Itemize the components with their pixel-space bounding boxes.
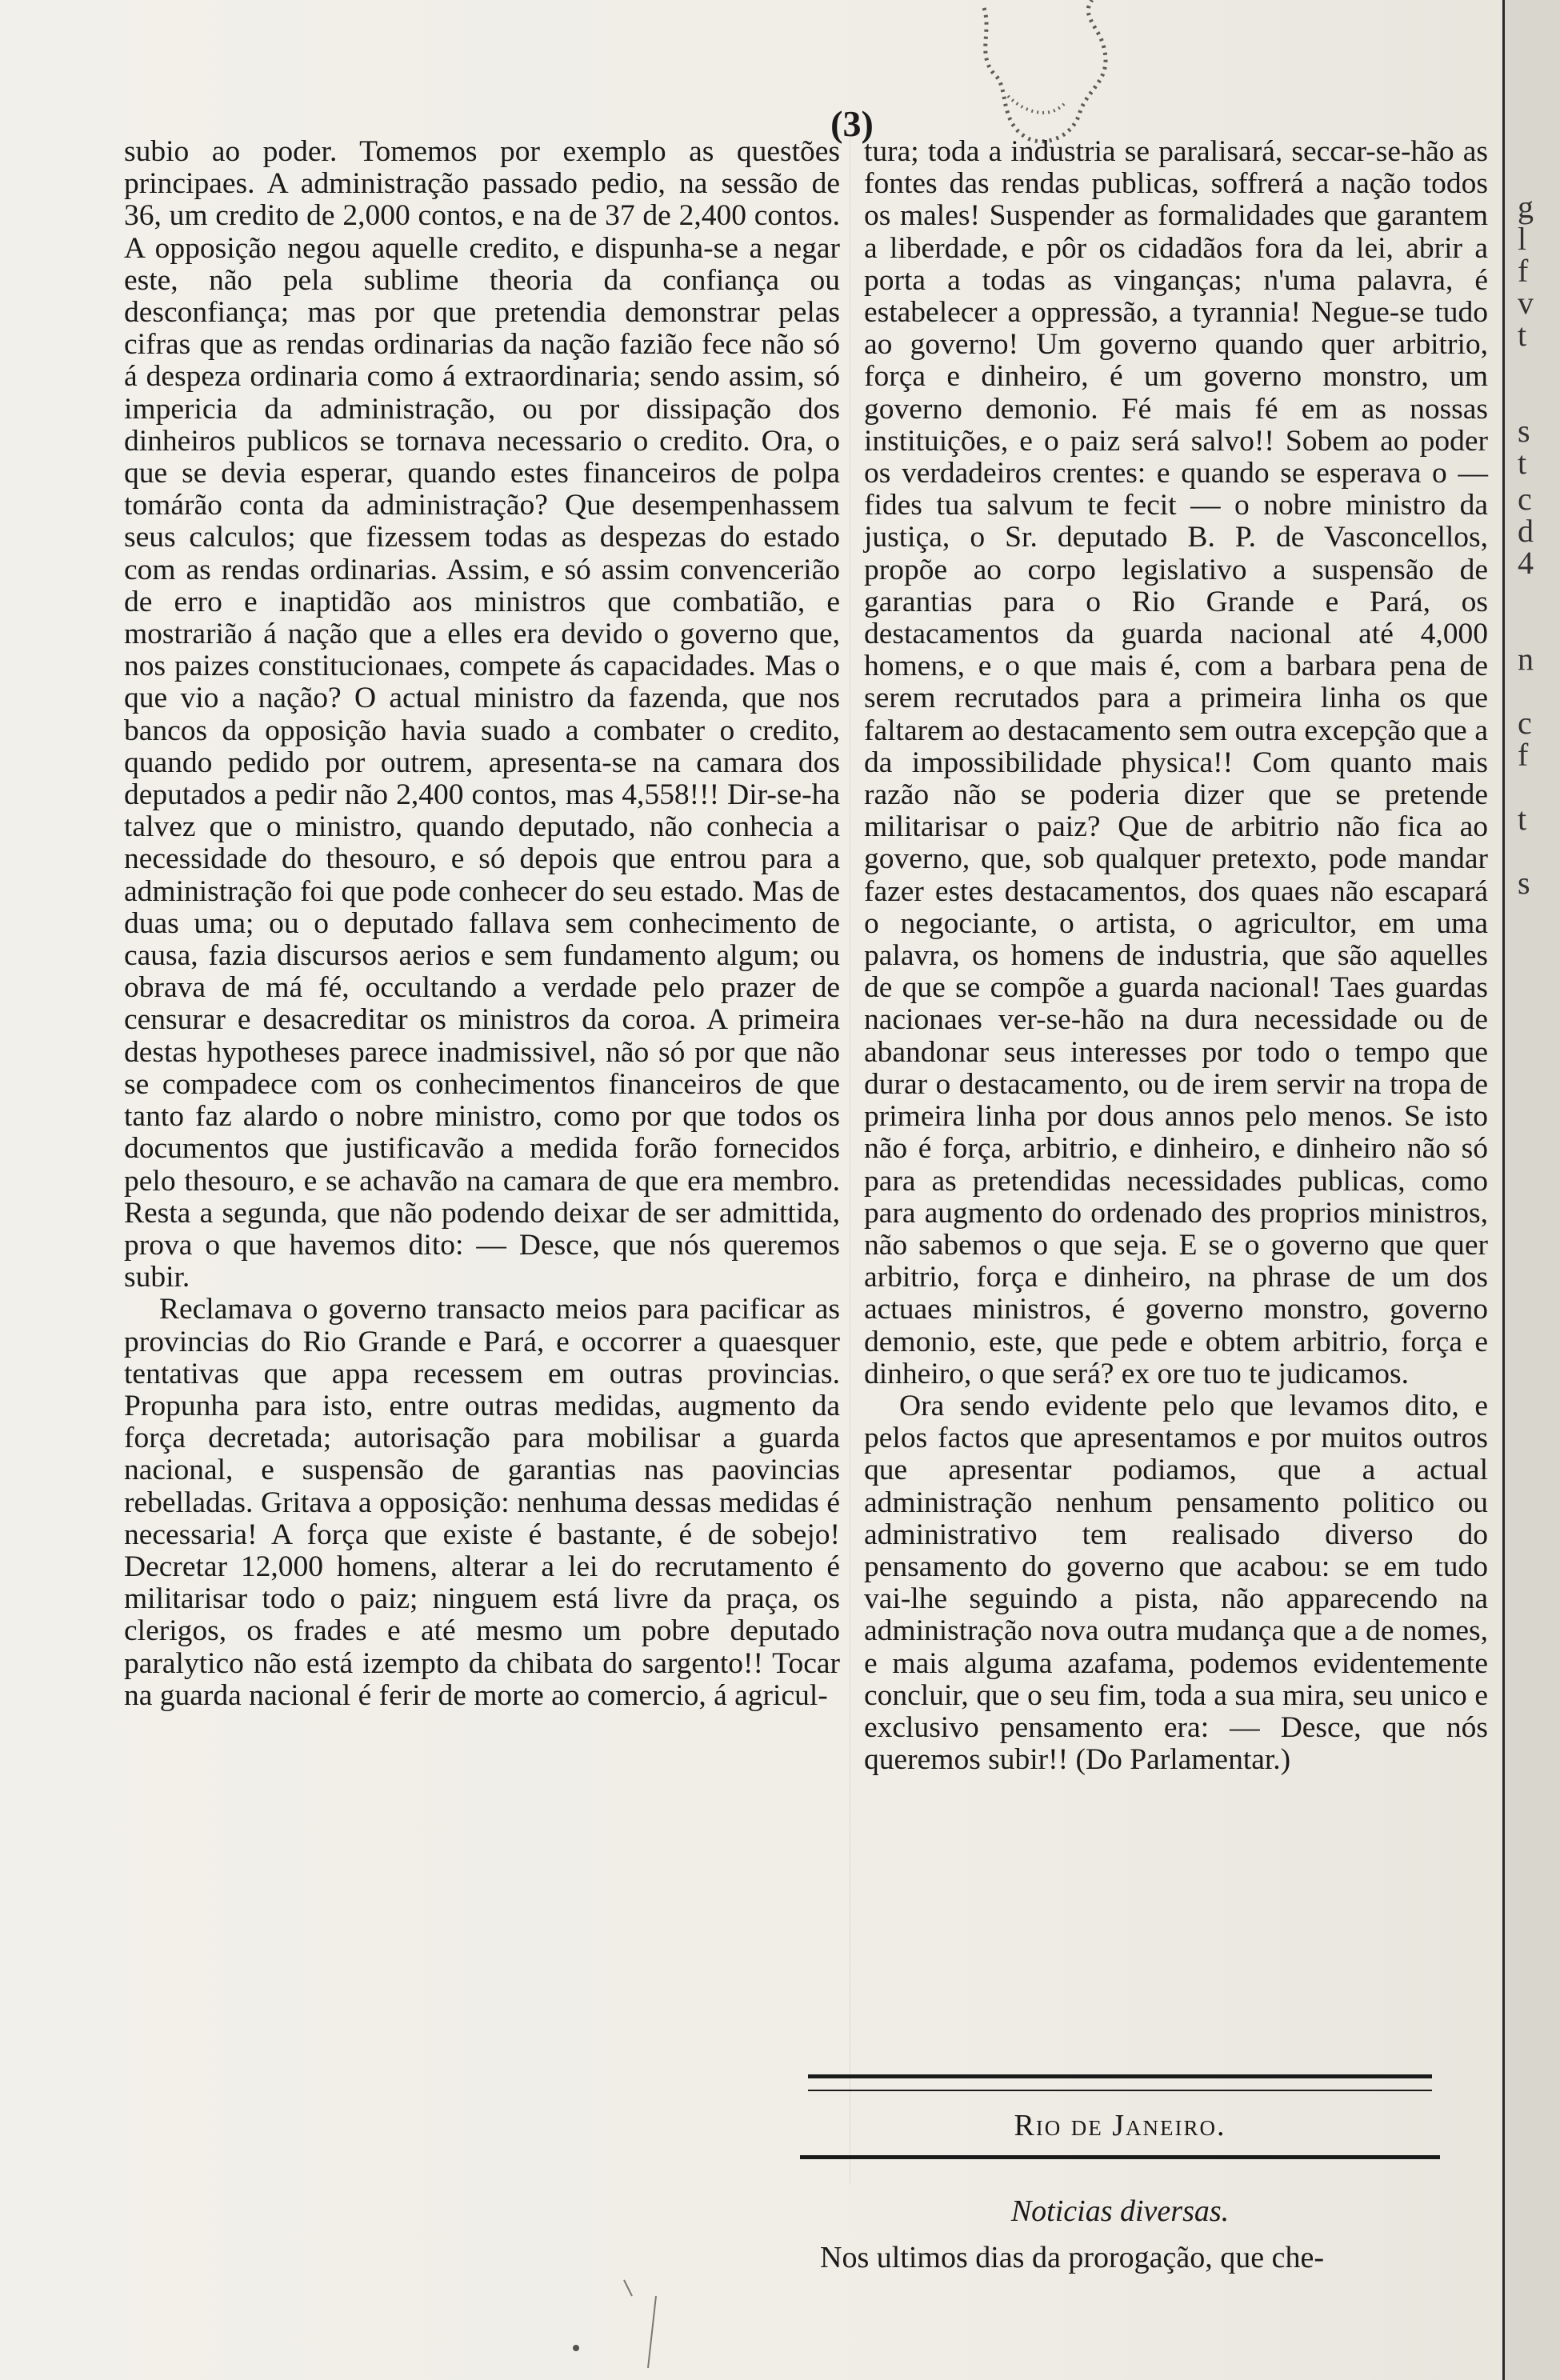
margin-fragment: n — [1518, 641, 1534, 677]
margin-fragment: t — [1518, 801, 1527, 837]
margin-fragment: f — [1518, 253, 1529, 289]
margin-fragment: v — [1518, 285, 1534, 321]
margin-fragment: d — [1518, 513, 1534, 549]
right-column — [864, 136, 1488, 1776]
margin-fragment: c — [1518, 705, 1532, 741]
ink-marks-bottom — [560, 2240, 720, 2376]
margin-fragment: c — [1518, 481, 1532, 517]
section-heading: Rio de Janeiro. — [1014, 2109, 1226, 2142]
single-rule-divider — [800, 2155, 1440, 2159]
continuation-line: Nos ultimos dias da prorogação, que che- — [820, 2241, 1324, 2274]
subheading: Noticias diversas. — [1010, 2194, 1230, 2228]
margin-fragment: f — [1518, 737, 1529, 773]
margin-fragment: t — [1518, 445, 1527, 481]
margin-fragment: g — [1518, 189, 1534, 225]
margin-fragment: l — [1518, 221, 1527, 257]
margin-fragment: t — [1518, 317, 1527, 353]
margin-fragment: s — [1518, 865, 1530, 901]
adjacent-page-edge — [1502, 0, 1560, 2380]
margin-fragment: s — [1518, 413, 1530, 449]
double-rule-divider — [808, 2074, 1432, 2091]
left-paragraph-2: Reclamava o governo transacto meios para pacificar as provincias do Rio Grande e Pará, e occorrer a quaesquer tentativas que appa recessem em outras provincias. Propunha para isto, entre outras medidas, augmento da força decretada; autorisação para mobilisar a guarda nacional, e suspensão de garantias nas paovincias rebelladas. Gritava a opposição: nenhuma dessas medidas é necessaria! A força que existe é bastante, é de sobejo! Decretar 12,000 homens, alterar a lei do recrutamento é militarisar todo o paiz; ninguem está livre da praça, os clerigos, os frades e até mesmo um pobre deputado paralytico não está izempto da chibata do sargento!! Tocar na guarda nacional é ferir de morte ao comercio, á agricul- — [124, 1293, 840, 1712]
left-paragraph-1: subio ao poder. Tomemos por exemplo as questões principaes. A administração passado pedio, na sessão de 36, um credito de 2,000 contos, e na de 37 de 2,400 contos. A opposição negou aquelle credito, e dispunha-se a negar este, não pela sublime theoria da confiança ou desconfiança; mas por que pretendia demonstrar pelas cifras que as rendas ordinarias da nação fazião fece não só á despeza ordinaria como á extraordinaria; sendo assim, só impericia da administração, ou por dissipação dos dinheiros publicos se tornava necessario o credito. Ora, o que se devia esperar, quando estes financeiros de polpa tomárão conta da administração? Que desempenhassem seus calculos; que fizessem todas as despezas do estado com as rendas ordinarias. Assim, e só assim convencerião de erro e inaptidão aos ministros que combatião, e mostrarião á nação que a elles era devido o governo que, nos paizes constitucionaes, compete ás capacidades. Mas o que vio a nação? O actual ministro da fazenda, que nos bancos da opposição havia suado a combater o credito, quando pedido por outrem, apresenta-se na camara dos deputados a pedir não 2,400 contos, mas 4,558!!! Dir-se-ha talvez que o ministro, quando deputado, não conhecia a necessidade do thesouro, e só depois que entrou para a administração foi que pode conhecer do seu estado. Mas de duas uma; ou o deputado fallava sem conhecimento de causa, fazia discursos aerios e sem fundamento algum; ou obrava de má fé, occultando a verdade pelo prazer de censurar e desacreditar os ministros da coroa. A primeira destas hypotheses parece inadmissivel, não só por que não se compadece com os conhecimentos financeiros de que tanto faz alardo o nobre ministro, como por que todos os documentos que justificavão a medida forão fornecidos pelo thesouro, e se achavão na camara de que era membro. Resta a segunda, que não podendo deixar de ser admittida, prova o que havemos dito: — Desce, que nós queremos subir. — [124, 135, 840, 1294]
page-number: (3) — [830, 103, 874, 144]
margin-fragment: 4 — [1518, 545, 1534, 581]
left-column — [124, 136, 840, 1712]
show-through-header — [72, 48, 1496, 80]
right-paragraph-1: tura; toda a industria se paralisará, seccar-se-hão as fontes das rendas publicas, soffrerá a nação todos os males! Suspender as formalidades que garantem a liberdade, e pôr os cidadãos fora da lei, abrir a porta a todas as vinganças; n'uma palavra, é estabelecer a oppressão, a tyrannia! Negue-se tudo ao governo! Um governo quando quer arbitrio, força e dinheiro, é um governo monstro, um governo demonio. Fé mais fé em as nossas instituições, e o paiz será salvo!! Sobem ao poder os verdadeiros crentes: e quando se esperava o — fides tua salvum te fecit — o nobre ministro da justiça, o Sr. deputado B. P. de Vasconcellos, propõe ao corpo legislativo a suspensão de garantias para o Rio Grande e Pará, os destacamentos da guarda nacional até 4,000 homens, e o que mais é, com a barbara pena de serem recrutados para a primeira linha os que faltarem ao destacamento sem outra excepção que a da impossibilidade physica!! Com quanto mais razão não se poderia dizer que se pretende militarisar o paiz? Que de arbitrio não fica ao governo, que, sob qualquer pretexto, pode mandar fazer estes destacamentos, dos quaes não escapará o negociante, o artista, o agricultor, em uma palavra, os homens de industria, que são aquelles de que se compõe a guarda nacional! Taes guardas nacionaes ver-se-hão na dura necessidade ou de abandonar seus interesses por todo o tempo que durar o destacamento, ou de irem servir na tropa de primeira linha por dous annos pelo menos. Se isto não é força, arbitrio, e dinheiro, e dinheiro não só para as pretendidas necessidades publicas, como para augmento do ordenado des proprios ministros, não sabemos o que seja. E se o governo que quer arbitrio, força e dinheiro, na phrase de um dos actuaes ministros, é governo monstro, governo demonio, este, que pede e obtem arbitrio, força e dinheiro, o que será? ex ore tuo te judicamos. — [864, 135, 1488, 1390]
right-paragraph-2: Ora sendo evidente pelo que levamos dito, e pelos factos que apresentamos e por muitos outros que apresentar podiamos, que a actual administração nenhum pensamento politico ou administrativo tem realisado diverso do pensamento do governo que acabou: se em tudo vai-lhe seguindo a pista, não apparecendo na administração nova outra mudança que a de nomes, e mais alguma azafama, podemos evidentemente concluir, que o seu fim, toda a sua mira, seu unico e exclusivo pensamento era: — Desce, que nós queremos subir!! (Do Parlamentar.) — [864, 1389, 1488, 1777]
